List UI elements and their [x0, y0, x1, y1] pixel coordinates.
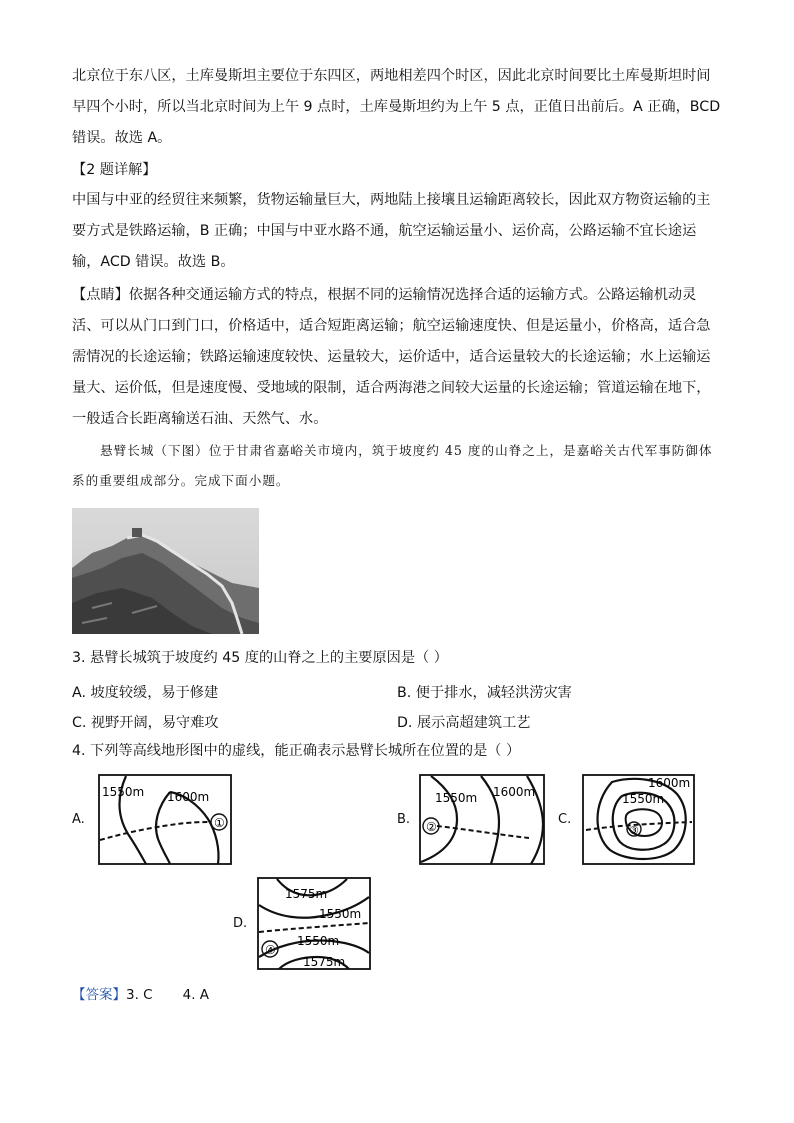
map-b-mark: ②	[426, 820, 437, 834]
heading-q2-detail: 【2 题详解】	[72, 162, 157, 178]
question-4-stem: 4. 下列等高线地形图中的虚线，能正确表示悬臂长城所在位置的是（ ）	[72, 743, 521, 759]
map-a-mark: ①	[214, 816, 225, 830]
map-b-contour-1550: 1550m	[435, 791, 478, 805]
map-c-contour-1600: 1600m	[648, 776, 691, 790]
contour-map-c	[582, 774, 695, 869]
question-3-option-d[interactable]: D. 展示高超建筑工艺	[397, 715, 531, 731]
paragraph-intro: 悬臂长城（下图）位于甘肃省嘉峪关市境内，筑于坡度约 45 度的山脊之上，是嘉峪关古代军事防御体系的重要组成部分。完成下面小题。	[72, 443, 713, 488]
answer-label: 【答案】	[72, 987, 126, 1003]
map-c-mark: ③	[629, 824, 639, 837]
question-3-option-a[interactable]: A. 坡度较缓，易于修建	[72, 685, 219, 701]
map-d-contour-1550-bottom: 1550m	[297, 934, 340, 948]
paragraph-q1-explanation: 北京位于东八区，土库曼斯坦主要位于东四区，两地相差四个时区，因此北京时间要比土库曼斯坦时间早四个小时，所以当北京时间为上午 9 点时，土库曼斯坦约为上午 5 点，正值日出前后。A 正确，BCD 错误。故选 A。	[72, 68, 721, 146]
answer-4: 4. A	[182, 987, 210, 1003]
map-b-contour-1600: 1600m	[493, 785, 536, 799]
map-a-contour-1600: 1600m	[167, 790, 210, 804]
map-a-contour-1550: 1550m	[102, 785, 145, 799]
question-3-stem: 3. 悬臂长城筑于坡度约 45 度的山脊之上的主要原因是（ ）	[72, 650, 448, 666]
contour-map-a	[98, 774, 232, 869]
contour-map-d	[257, 877, 371, 974]
map-d-contour-1575-top: 1575m	[285, 887, 328, 901]
question-3-option-b[interactable]: B. 便于排水，减轻洪涝灾害	[397, 685, 572, 701]
paragraph-q2-explanation: 中国与中亚的经贸往来频繁，货物运输量巨大，两地陆上接壤且运输距离较长，因此双方物资运输的主要方式是铁路运输，B 正确；中国与中亚水路不通，航空运输运量小、运价高，公路运输不宜长途运输，ACD 错误。故选 B。	[72, 192, 711, 270]
great-wall-photo	[72, 508, 259, 634]
question-4-option-c[interactable]: C.	[558, 812, 572, 827]
map-d-mark: ④	[265, 943, 276, 957]
map-c-contour-1550: 1550m	[622, 792, 665, 806]
question-4-option-a[interactable]: A.	[72, 812, 85, 827]
question-4-option-d[interactable]: D.	[233, 916, 248, 931]
map-d-contour-1575-bottom: 1575m	[303, 955, 346, 969]
answer-line	[72, 983, 209, 1003]
answer-3: 3. C	[126, 987, 153, 1003]
paragraph-tip: 【点睛】依据各种交通运输方式的特点，根据不同的运输情况选择合适的运输方式。公路运输机动灵活、可以从门口到门口，价格适中，适合短距离运输；航空运输速度快、但是运量小，价格高，适合急需情况的长途运输；铁路运输速度较快、运量较大，运价适中，适合运量较大的长途运输；水上运输运量大、运价低，但是速度慢、受地域的限制，适合两海港之间较大运量的长途运输；管道运输在地下，一般适合长距离输送石油、天然气、水。	[72, 287, 711, 427]
contour-map-b	[419, 774, 545, 869]
question-3-option-c[interactable]: C. 视野开阔，易守难攻	[72, 715, 219, 731]
map-d-contour-1550-top: 1550m	[319, 907, 362, 921]
question-4-option-b[interactable]: B.	[397, 812, 411, 827]
